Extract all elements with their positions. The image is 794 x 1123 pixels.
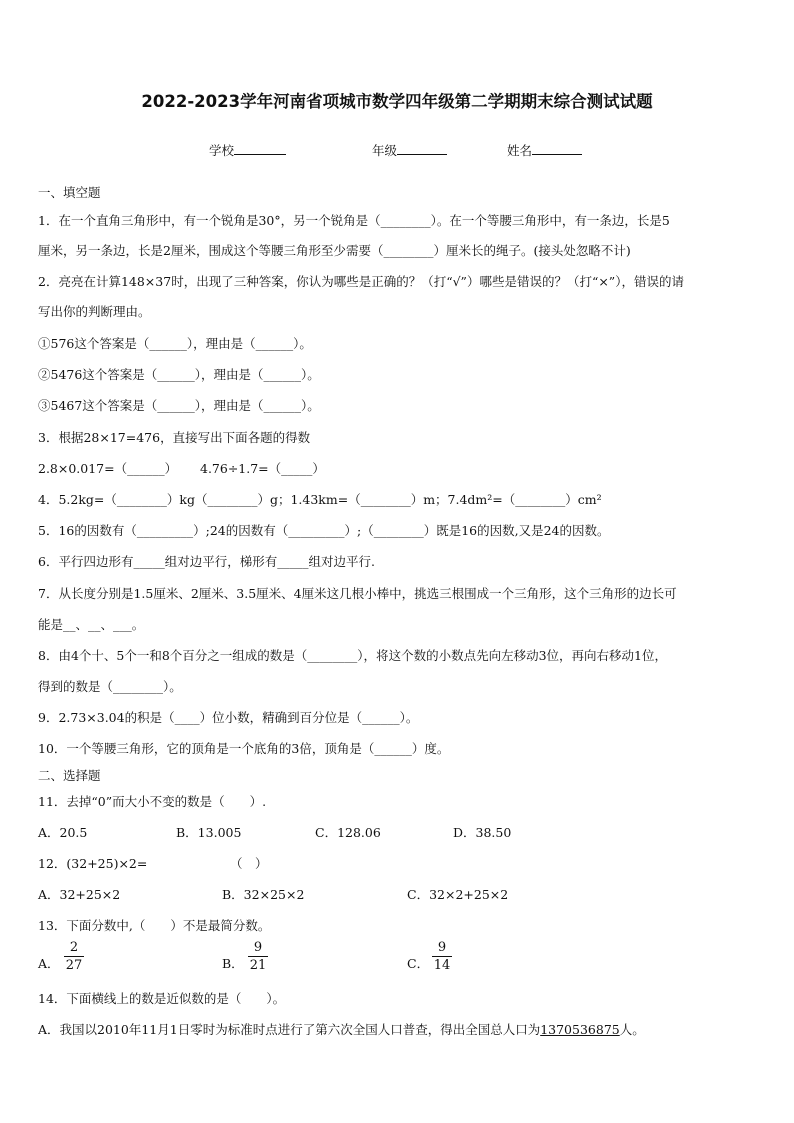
question-13-fraction-b[interactable] [246,940,270,973]
page-title: 2022-2023学年河南省项城市数学四年级第二学期期末综合测试试题 [141,92,653,111]
question-5: 5．16的因数有（_________）;24的因数有（_________）;（________）既是16的因数,又是24的因数。 [38,523,610,538]
fraction-b-denominator: 21 [249,958,267,973]
question-4: 4．5.2kg=（________）kg（________）g；1.43km=（________）m；7.4dm²=（________）cm² [38,492,602,507]
question-2-option-3: ③5467这个答案是（______），理由是（______）。 [38,398,320,413]
section-heading-fill: 一、填空题 [38,185,101,200]
name-label: 姓名 [507,143,533,158]
fraction-c-bar [432,956,452,957]
question-2-option-1: ①576这个答案是（______），理由是（______）。 [38,336,312,351]
question-2-line1: 2．亮亮在计算148×37时，出现了三种答案，你认为哪些是正确的？（打“√”）哪些是错误的？（打“×”），错误的请 [38,274,684,289]
fraction-a-denominator: 27 [65,958,83,973]
grade-blank[interactable] [397,141,447,155]
name-blank[interactable] [532,141,582,155]
section-heading-choice: 二、选择题 [38,768,101,783]
question-12-option-c[interactable]: C．32×2+25×2 [407,887,509,902]
grade-label: 年级 [372,143,398,158]
fraction-c-denominator: 14 [433,958,451,973]
question-12-option-b[interactable]: B．32×25×2 [222,887,305,902]
name-field [507,141,582,159]
question-8-line1: 8．由4个十、5个一和8个百分之一组成的数是（________），将这个数的小数点先向左移动3位，再向右移动1位， [38,648,667,663]
question-8-line2: 得到的数是（________）。 [38,679,182,694]
question-14-option-a-text: A．我国以2010年11月1日零时为标准时点进行了第六次全国人口普查，得出全国总人口为 [38,1022,541,1037]
question-12-stem: 12．(32+25)×2= [38,856,148,871]
question-3-stem: 3．根据28×17=476，直接写出下面各题的得数 [38,430,311,445]
question-13-fraction-c[interactable] [430,940,454,973]
school-label: 学校 [209,143,235,158]
question-10: 10．一个等腰三角形，它的顶角是一个底角的3倍，顶角是（______）度。 [38,741,450,756]
question-13-option-c-label[interactable]: C． [407,956,430,971]
question-1-line1: 1．在一个直角三角形中，有一个锐角是30°，另一个锐角是（________）。在一个等腰三角形中，有一条边，长是5 [38,213,670,228]
question-11-option-d[interactable]: D．38.50 [453,825,512,840]
question-13-fraction-a[interactable] [62,940,86,973]
question-3-item-a: 2.8×0.017=（______） [38,461,178,476]
question-7-line1: 7．从长度分别是1.5厘米、2厘米、3.5厘米、4厘米这几根小棒中，挑选三根围成一个三角形，这个三角形的边长可 [38,586,677,601]
fraction-c-numerator: 9 [437,940,447,955]
question-11-option-b[interactable]: B．13.005 [176,825,242,840]
fraction-b-numerator: 9 [253,940,263,955]
question-14-option-a[interactable] [38,1020,760,1038]
question-9: 9．2.73×3.04的积是（____）位小数，精确到百分位是（______）。 [38,710,419,725]
grade-field [372,141,447,159]
question-14-stem: 14．下面横线上的数是近似数的是（ ）。 [38,991,286,1006]
question-6: 6．平行四边形有_____组对边平行，梯形有_____组对边平行. [38,554,375,569]
question-11-stem: 11．去掉“0”而大小不变的数是（ ）. [38,794,267,809]
question-7-line2: 能是__、__、___。 [38,617,145,632]
question-12-answer-paren: （ ） [230,856,268,871]
question-2-line2: 写出你的判断理由。 [38,304,151,319]
question-13-option-b-label[interactable]: B． [222,956,244,971]
question-13-option-a-label[interactable]: A． [38,956,60,971]
population-number: 1370536875 [540,1022,620,1037]
school-blank[interactable] [234,141,286,155]
fraction-a-bar [64,956,84,957]
fraction-b-bar [248,956,268,957]
question-14-option-a-suffix: 人。 [619,1022,645,1037]
question-12-option-a[interactable]: A．32+25×2 [38,887,121,902]
school-field [209,141,286,159]
question-1-line2: 厘米，另一条边，长是2厘米，围成这个等腰三角形至少需要（________）厘米长的绳子。(接头处忽略不计) [38,243,631,258]
question-3-item-b: 4.76÷1.7=（_____） [200,461,325,476]
question-11-option-c[interactable]: C．128.06 [315,825,381,840]
question-2-option-2: ②5476这个答案是（______），理由是（______）。 [38,367,320,382]
fraction-a-numerator: 2 [69,940,79,955]
question-11-option-a[interactable]: A．20.5 [38,825,88,840]
question-13-stem: 13．下面分数中,（ ）不是最简分数。 [38,918,271,933]
